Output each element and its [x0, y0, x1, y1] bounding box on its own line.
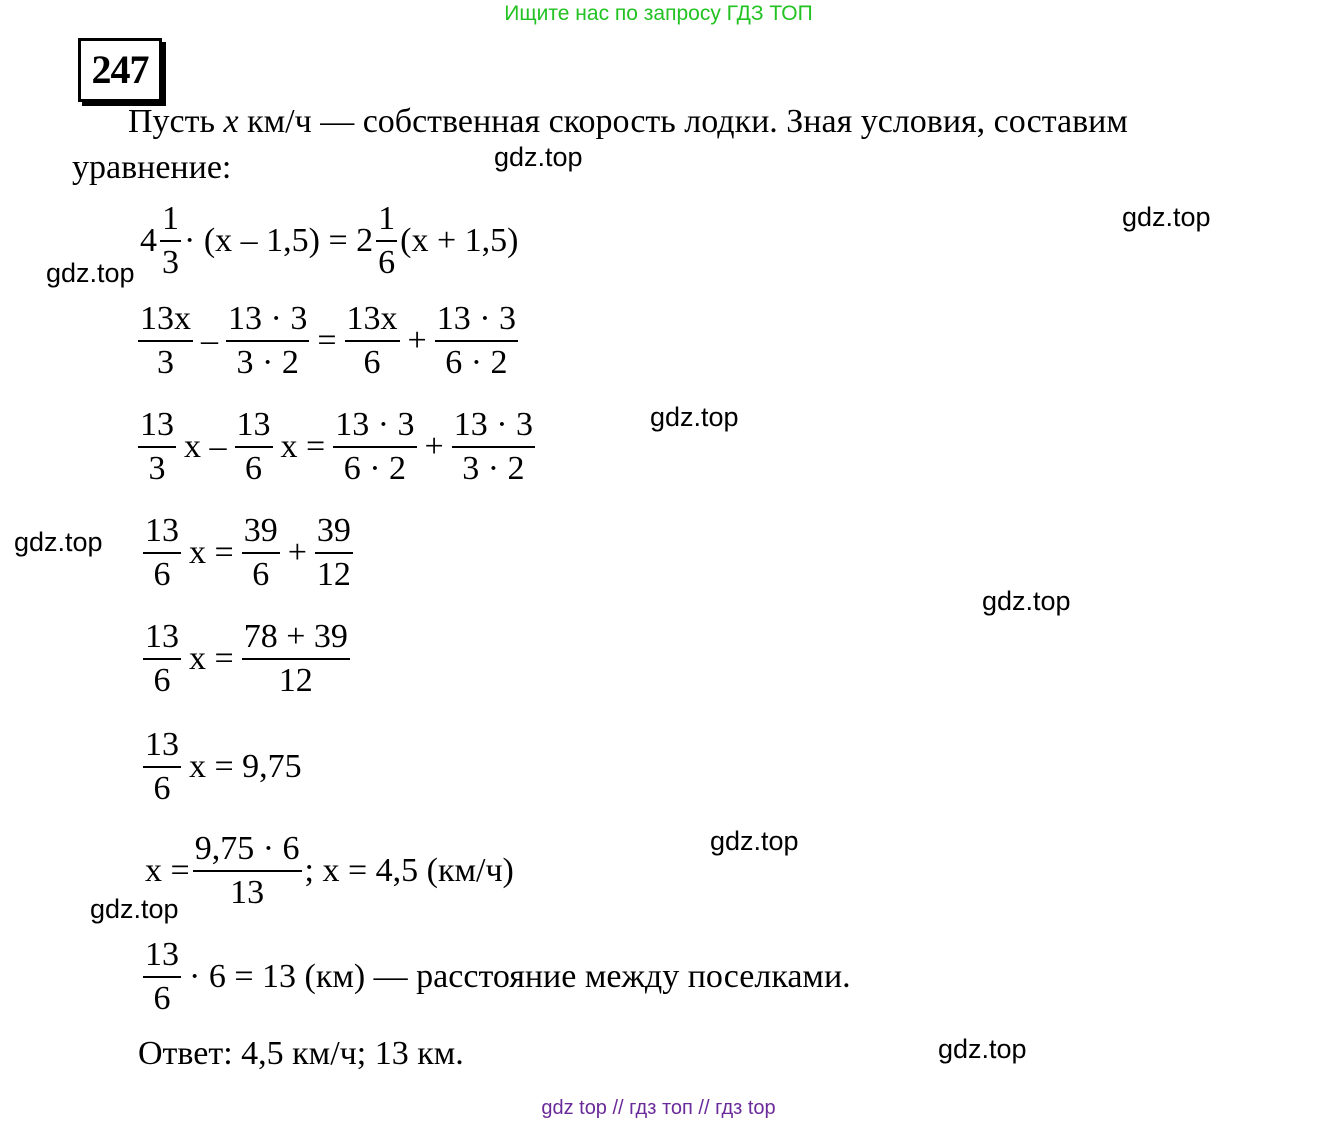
search-banner: Ищите нас по запросу ГДЗ ТОП — [504, 2, 813, 25]
watermark: gdz.top — [46, 258, 135, 288]
equation-2 — [135, 300, 521, 382]
eq3-x-equals: x = — [280, 428, 326, 466]
denominator: 6 — [378, 244, 396, 282]
equation-1 — [140, 200, 518, 282]
numerator: 13 — [236, 406, 271, 443]
denominator: 12 — [316, 556, 351, 594]
eq5-fraction-1 — [143, 618, 181, 700]
fraction-bar — [345, 340, 400, 342]
eq1-fraction-1 — [160, 200, 181, 282]
intro-text-a: Пусть — [128, 103, 224, 140]
watermark: gdz.top — [494, 142, 583, 172]
fraction-bar — [226, 340, 309, 342]
numerator: 13 · 3 — [453, 406, 534, 443]
numerator: 13 · 3 — [228, 300, 308, 337]
equation-7 — [145, 830, 514, 912]
fraction-bar — [242, 658, 350, 660]
denominator: 6 — [153, 662, 171, 700]
intro-line-2: уравнение: — [72, 149, 232, 186]
watermark: gdz.top — [650, 402, 739, 432]
watermark: gdz.top — [1122, 202, 1211, 232]
denominator: 6 — [252, 556, 270, 594]
numerator: 13 — [140, 406, 174, 443]
eq1-fraction-2 — [376, 200, 397, 282]
eq2-fraction-1 — [138, 300, 193, 382]
eq1-whole: 4 — [140, 222, 157, 260]
eq3-fraction-2 — [235, 406, 273, 488]
eq1-middle: · (x – 1,5) = 2 — [184, 222, 374, 260]
problem-number: 247 — [78, 38, 162, 102]
fraction-bar — [143, 766, 181, 768]
operator: = — [317, 322, 337, 360]
fraction-bar — [160, 240, 181, 242]
numerator: 13x — [140, 300, 191, 337]
eq7-fraction — [193, 830, 302, 912]
operator: + — [424, 428, 444, 466]
eq4-x-equals: x = — [189, 534, 234, 572]
equation-3 — [135, 406, 538, 488]
fraction-bar — [376, 240, 397, 242]
denominator: 3 — [157, 344, 174, 382]
fraction-bar — [193, 870, 302, 872]
fraction-bar — [242, 552, 280, 554]
denominator: 6 — [153, 556, 171, 594]
eq2-fraction-3 — [345, 300, 400, 382]
numerator: 13 · 3 — [436, 300, 517, 337]
numerator: 13 · 3 — [335, 406, 415, 443]
eq4-fraction-1 — [143, 512, 181, 594]
numerator: 78 + 39 — [243, 618, 348, 655]
numerator: 1 — [378, 200, 396, 237]
fraction-bar — [235, 446, 273, 448]
fraction-bar — [143, 658, 181, 660]
fraction-bar — [138, 446, 176, 448]
denominator: 13 — [230, 874, 265, 912]
fraction-bar — [333, 446, 416, 448]
operator: + — [407, 322, 427, 360]
eq2-fraction-4 — [435, 300, 518, 382]
eq6-result: x = 9,75 — [189, 748, 302, 786]
fraction-bar — [143, 976, 181, 978]
eq8-text: · 6 = 13 (км) — расстояние между поселками. — [189, 958, 851, 996]
eq7-result: ; x = 4,5 (км/ч) — [304, 852, 514, 890]
denominator: 3 — [148, 450, 166, 488]
denominator: 6 — [153, 770, 171, 808]
numerator: 13 — [145, 618, 179, 655]
eq1-tail: (x + 1,5) — [400, 222, 519, 260]
answer: Ответ: 4,5 км/ч; 13 км. — [138, 1035, 464, 1072]
fraction-bar — [435, 340, 518, 342]
equation-4 — [140, 512, 356, 594]
denominator: 3 · 2 — [236, 344, 299, 382]
watermark: gdz.top — [982, 586, 1071, 616]
denominator: 6 — [363, 344, 381, 382]
watermark: gdz.top — [14, 527, 103, 557]
fraction-bar — [315, 552, 353, 554]
equation-6 — [140, 726, 307, 808]
eq7-lhs: x = — [145, 852, 190, 890]
eq5-fraction-2 — [242, 618, 350, 700]
eq5-x-equals: x = — [189, 640, 234, 678]
watermark: gdz.top — [710, 826, 799, 856]
intro-line-1 — [128, 102, 1128, 142]
numerator: 39 — [316, 512, 351, 549]
numerator: 13 — [145, 726, 179, 763]
eq4-fraction-2 — [242, 512, 280, 594]
footer-links: gdz top // гдз топ // гдз top — [541, 1097, 776, 1119]
denominator: 6 — [153, 980, 171, 1018]
eq3-fraction-1 — [138, 406, 176, 488]
numerator: 39 — [243, 512, 278, 549]
denominator: 6 — [245, 450, 262, 488]
eq4-fraction-3 — [315, 512, 353, 594]
fraction-bar — [138, 340, 193, 342]
equation-8 — [140, 936, 856, 1018]
eq3-fraction-4 — [452, 406, 535, 488]
numerator: 13 — [145, 936, 179, 973]
intro-variable: x — [223, 103, 239, 140]
denominator: 6 · 2 — [343, 450, 407, 488]
fraction-bar — [452, 446, 535, 448]
intro-text-b: км/ч — собственная скорость лодки. Зная условия, составим — [238, 103, 1128, 140]
denominator: 6 · 2 — [445, 344, 508, 382]
numerator: 13x — [346, 300, 398, 337]
operator: + — [287, 534, 307, 572]
watermark: gdz.top — [90, 894, 179, 924]
eq8-fraction — [143, 936, 181, 1018]
watermark: gdz.top — [938, 1034, 1027, 1064]
denominator: 12 — [278, 662, 313, 700]
denominator: 3 — [162, 244, 179, 282]
eq3-fraction-3 — [333, 406, 416, 488]
eq3-x-minus: x – — [184, 428, 227, 466]
eq2-fraction-2 — [226, 300, 309, 382]
equation-5 — [140, 618, 353, 700]
operator: – — [201, 322, 218, 360]
numerator: 9,75 · 6 — [194, 830, 300, 867]
numerator: 13 — [145, 512, 179, 549]
eq6-fraction-1 — [143, 726, 181, 808]
fraction-bar — [143, 552, 181, 554]
numerator: 1 — [162, 200, 179, 237]
denominator: 3 · 2 — [462, 450, 525, 488]
